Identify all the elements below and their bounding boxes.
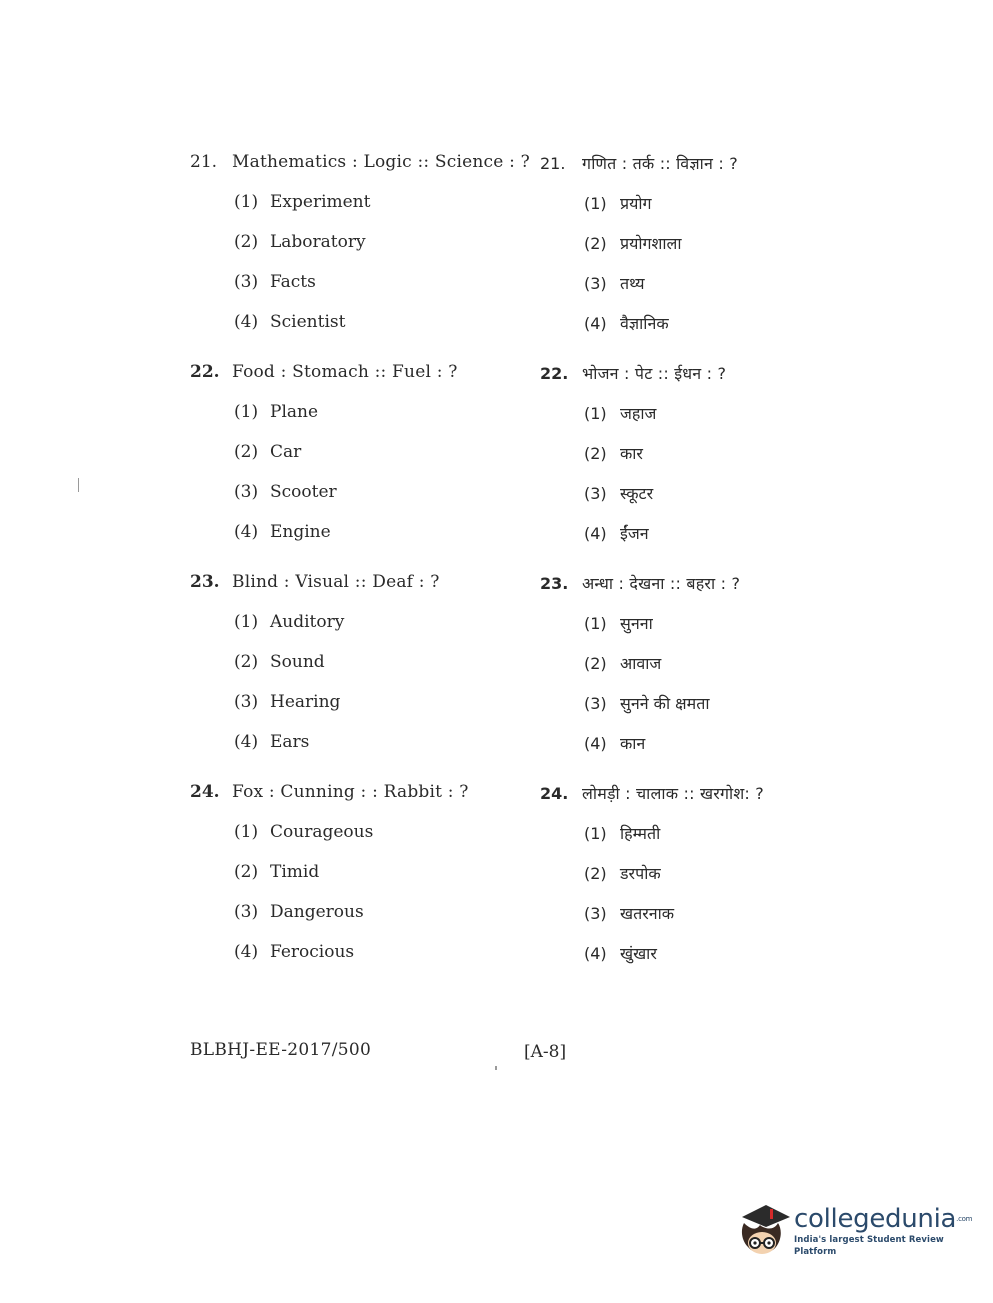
option — [234, 940, 520, 964]
option-text: हिम्मती — [620, 824, 661, 843]
option-text: Scooter — [270, 482, 337, 502]
option-text: जहाज — [620, 404, 657, 423]
option — [234, 860, 520, 884]
option — [584, 272, 840, 296]
hindi-column — [540, 152, 840, 966]
option-text: कान — [620, 734, 646, 753]
question-24-hi — [540, 782, 840, 966]
option-text: Timid — [270, 862, 320, 882]
option-text: खतरनाक — [620, 904, 675, 923]
options-list — [540, 612, 840, 756]
question-number: 22. — [190, 362, 220, 382]
option — [234, 230, 520, 254]
option-number: (1) — [234, 612, 259, 632]
option — [584, 522, 840, 546]
option-text: Experiment — [270, 192, 371, 212]
options-list — [540, 192, 840, 336]
option-number: (3) — [234, 272, 259, 292]
page-number: [A-8] — [524, 1042, 567, 1062]
option — [584, 612, 840, 636]
question-number: 21. — [190, 152, 218, 172]
question-number: 21. — [540, 154, 566, 173]
option-number: (1) — [234, 192, 259, 212]
option-text: ईंजन — [620, 524, 649, 543]
option-text: Plane — [270, 402, 319, 422]
option-text: सुनने की क्षमता — [620, 694, 710, 713]
option-text: Courageous — [270, 822, 374, 842]
option — [584, 862, 840, 886]
option-text: Sound — [270, 652, 325, 672]
option — [234, 690, 520, 714]
question-23-hi — [540, 572, 840, 756]
option-number: (3) — [584, 274, 607, 293]
question-text: Fox : Cunning : : Rabbit : ? — [232, 782, 469, 802]
option-number: (2) — [584, 234, 607, 253]
option-text: Engine — [270, 522, 331, 542]
option-number: (1) — [584, 404, 607, 423]
option-text: डरपोक — [620, 864, 661, 883]
logo-text — [794, 1204, 972, 1258]
option — [234, 730, 520, 754]
option-text: Dangerous — [270, 902, 364, 922]
option-number: (1) — [234, 822, 259, 842]
collegedunia-logo — [734, 1196, 973, 1266]
question-text: अन्धा : देखना :: बहरा : ? — [582, 574, 741, 593]
option-text: Ferocious — [270, 942, 355, 962]
options-list — [540, 402, 840, 546]
scan-mark — [495, 1066, 497, 1070]
option — [584, 402, 840, 426]
option — [584, 732, 840, 756]
question-text: Blind : Visual :: Deaf : ? — [232, 572, 440, 592]
paper-code: BLBHJ-EE-2017/500 — [190, 1040, 372, 1060]
option — [234, 650, 520, 674]
options-list — [190, 820, 520, 964]
question-22-hi — [540, 362, 840, 546]
option-text: खुंखार — [620, 944, 657, 963]
question-text: Food : Stomach :: Fuel : ? — [232, 362, 458, 382]
option-number: (1) — [584, 614, 607, 633]
option-text: Scientist — [270, 312, 346, 332]
option-text: Hearing — [270, 692, 341, 712]
english-column — [190, 150, 530, 964]
question-number: 23. — [540, 574, 569, 593]
options-list — [190, 610, 520, 754]
option-text: सुनना — [620, 614, 653, 633]
option-text: आवाज — [620, 654, 662, 673]
option-number: (4) — [584, 734, 607, 753]
question-22-en — [190, 360, 520, 544]
logo-wordmark: collegedunia$^{.com}$ — [794, 1204, 973, 1234]
option — [234, 440, 520, 464]
question-21-hi — [540, 152, 840, 336]
option-number: (2) — [584, 654, 607, 673]
option — [584, 312, 840, 336]
option — [234, 900, 520, 924]
option-text: स्कूटर — [620, 484, 654, 503]
option — [584, 652, 840, 676]
option — [234, 400, 520, 424]
option — [234, 820, 520, 844]
option — [234, 480, 520, 504]
option-number: (3) — [234, 902, 259, 922]
option-number: (1) — [584, 824, 607, 843]
option — [234, 520, 520, 544]
question-text: गणित : तर्क :: विज्ञान : ? — [582, 154, 738, 173]
option-number: (1) — [234, 402, 259, 422]
option-text: Car — [270, 442, 302, 462]
option — [584, 692, 840, 716]
option-number: (2) — [234, 232, 259, 252]
option-number: (4) — [234, 312, 259, 332]
scan-mark — [78, 478, 79, 492]
option-number: (4) — [584, 944, 607, 963]
option-number: (2) — [234, 862, 259, 882]
option-text: प्रयोगशाला — [620, 234, 682, 253]
option-number: (4) — [584, 314, 607, 333]
option-number: (4) — [584, 524, 607, 543]
option-number: (2) — [584, 444, 607, 463]
option-text: तथ्य — [620, 274, 645, 293]
option — [584, 902, 840, 926]
question-text: भोजन : पेट :: ईधन : ? — [582, 364, 727, 383]
option-text: वैज्ञानिक — [620, 314, 669, 333]
question-23-en — [190, 570, 520, 754]
option-text: Laboratory — [270, 232, 366, 252]
question-text: Mathematics : Logic :: Science : ? — [232, 152, 530, 172]
option — [584, 442, 840, 466]
option-number: (1) — [584, 194, 607, 213]
option — [234, 310, 520, 334]
option-number: (2) — [234, 652, 259, 672]
option-text: Ears — [270, 732, 310, 752]
option-text: Auditory — [270, 612, 345, 632]
options-list — [190, 400, 520, 544]
option — [584, 482, 840, 506]
question-text: लोमड़ी : चालाक :: खरगोश: ? — [582, 784, 764, 803]
option — [584, 942, 840, 966]
option — [584, 232, 840, 256]
question-24-en — [190, 780, 520, 964]
student-mascot-icon — [734, 1201, 790, 1261]
options-list — [540, 822, 840, 966]
question-number: 22. — [540, 364, 569, 383]
question-number: 23. — [190, 572, 220, 592]
logo-domain-suffix: .com — [956, 1215, 973, 1223]
question-number: 24. — [540, 784, 569, 803]
option — [584, 822, 840, 846]
option-number: (3) — [584, 694, 607, 713]
option-number: (3) — [234, 692, 259, 712]
option-number: (4) — [234, 942, 259, 962]
option — [234, 270, 520, 294]
option — [584, 192, 840, 216]
option-number: (4) — [234, 522, 259, 542]
option-number: (3) — [584, 904, 607, 923]
option-text: Facts — [270, 272, 316, 292]
options-list — [190, 190, 520, 334]
question-21-en — [190, 150, 530, 334]
option-text: प्रयोग — [620, 194, 652, 213]
option-number: (2) — [234, 442, 259, 462]
option-number: (2) — [584, 864, 607, 883]
option-number: (4) — [234, 732, 259, 752]
option-number: (3) — [584, 484, 607, 503]
question-number: 24. — [190, 782, 220, 802]
option-text: कार — [620, 444, 643, 463]
option — [234, 190, 520, 214]
logo-tagline: India's largest Student Review Platform — [794, 1235, 944, 1257]
option-number: (3) — [234, 482, 259, 502]
option — [234, 610, 520, 634]
